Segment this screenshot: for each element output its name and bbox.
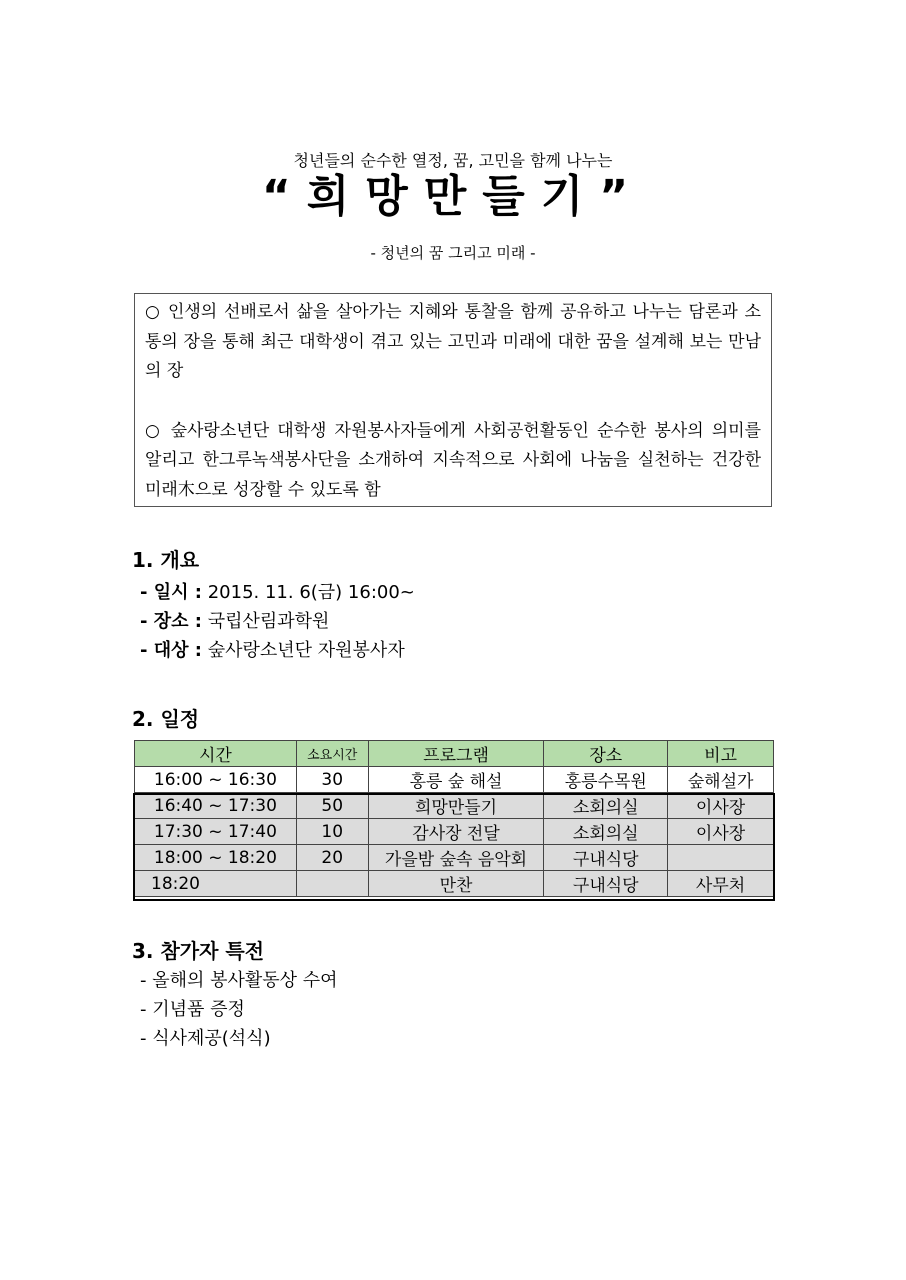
table-row: [135, 819, 774, 845]
overview-item-place: [140, 607, 329, 633]
column-header: 프로그램: [368, 741, 544, 767]
column-header: 소요시간: [296, 741, 368, 767]
overview-label: - 대상 :: [140, 640, 202, 661]
overview-heading: 1. 개요: [132, 548, 200, 572]
cell-note: 숲해설가: [668, 767, 774, 793]
overview-value: 숲사랑소년단 자원봉사자: [207, 640, 405, 661]
cell-duration: [296, 871, 368, 897]
table-row: [135, 767, 774, 793]
overview-label: - 장소 :: [140, 611, 202, 632]
cell-place: 홍릉수목원: [544, 767, 668, 793]
intro-paragraph: ○ 숲사랑소년단 대학생 자원봉사자들에게 사회공헌활동인 순수한 봉사의 의미를 알리고 한그루녹색봉사단을 소개하여 지속적으로 사회에 나눔을 실천하는 건강한 미래木으로 성장할 수 있도록 함: [145, 420, 761, 500]
cell-time: 16:00 ~ 16:30: [135, 767, 297, 793]
overview-value: 국립산림과학원: [207, 611, 330, 632]
cell-time: 18:00 ~ 18:20: [135, 845, 297, 871]
cell-duration: 20: [296, 845, 368, 871]
cell-duration: 50: [296, 793, 368, 819]
table-row: [135, 871, 774, 897]
benefit-item: - 올해의 봉사활동상 수여: [140, 970, 338, 991]
column-header: 비고: [668, 741, 774, 767]
event-subtitle: 청년들의 순수한 열정, 꿈, 고민을 함께 나누는: [293, 151, 613, 170]
column-header: 장소: [544, 741, 668, 767]
cell-place: 소회의실: [544, 819, 668, 845]
cell-place: 소회의실: [544, 793, 668, 819]
cell-place: 구내식당: [544, 871, 668, 897]
schedule-table: [134, 740, 774, 897]
cell-time: 16:40 ~ 17:30: [135, 793, 297, 819]
cell-program: 홍릉 숲 해설: [368, 767, 544, 793]
schedule-heading: 2. 일정: [132, 707, 200, 731]
cell-time: 18:20: [135, 871, 297, 897]
cell-note: [668, 845, 774, 871]
table-row: [135, 793, 774, 819]
column-header: 시간: [135, 741, 297, 767]
intro-paragraph: ○ 인생의 선배로서 삶을 살아가는 지혜와 통찰을 함께 공유하고 나누는 담론과 소통의 장을 통해 최근 대학생이 겪고 있는 고민과 미래에 대한 꿈을 설계해 보는 만남의 장: [145, 302, 761, 381]
benefit-item: - 기념품 증정: [140, 999, 245, 1020]
cell-note: 사무처: [668, 871, 774, 897]
table-row: [135, 845, 774, 871]
cell-note: 이사장: [668, 793, 774, 819]
cell-place: 구내식당: [544, 845, 668, 871]
cell-program: 희망만들기: [368, 793, 544, 819]
overview-item-date: [140, 578, 415, 604]
overview-value: 2015. 11. 6(금) 16:00~: [207, 582, 415, 603]
benefits-heading: 3. 참가자 특전: [132, 939, 265, 963]
overview-item-target: [140, 636, 405, 662]
cell-note: 이사장: [668, 819, 774, 845]
overview-label: - 일시 :: [140, 582, 202, 603]
table-header-row: [135, 741, 774, 767]
cell-program: 가을밤 숲속 음악회: [368, 845, 544, 871]
intro-box: [134, 293, 772, 507]
cell-program: 감사장 전달: [368, 819, 544, 845]
event-title: “희망만들기”: [261, 171, 645, 222]
cell-program: 만찬: [368, 871, 544, 897]
cell-duration: 10: [296, 819, 368, 845]
benefit-item: - 식사제공(석식): [140, 1028, 271, 1049]
event-tagline: - 청년의 꿈 그리고 미래 -: [370, 244, 536, 262]
cell-duration: 30: [296, 767, 368, 793]
cell-time: 17:30 ~ 17:40: [135, 819, 297, 845]
